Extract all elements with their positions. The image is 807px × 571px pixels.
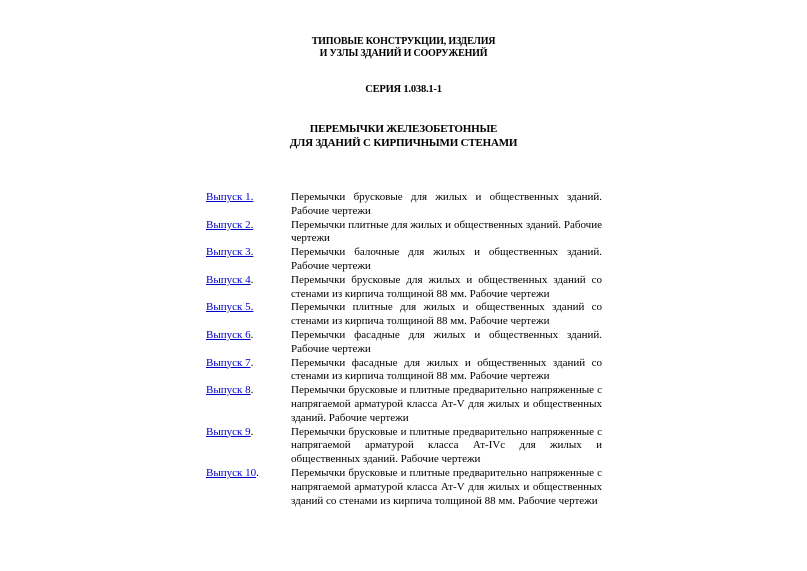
issue-item-10: [206, 467, 602, 508]
organization-heading: [0, 36, 807, 60]
issue-item-6: [206, 329, 602, 357]
issue-9-link-suffix: .: [250, 425, 254, 438]
document-title-line-2: ДЛЯ ЗДАНИЙ С КИРПИЧНЫМИ СТЕНАМИ: [289, 137, 518, 149]
issue-10-link-suffix: .: [256, 466, 259, 479]
issue-7-link[interactable]: Выпуск 7: [206, 356, 251, 369]
issue-8-link[interactable]: Выпуск 8: [206, 384, 251, 397]
issue-7-link-suffix: .: [250, 356, 254, 369]
issue-8-description: Перемычки брусковые и плитные предварительно напряженные с напрягаемой арматурой класса Ат-V для жилых и общественных зданий. Рабочие чертежи: [291, 384, 602, 424]
document-title: [0, 122, 807, 150]
issue-item-4: [206, 274, 602, 302]
issue-item-2: [206, 219, 602, 247]
issue-item-7: [206, 357, 602, 385]
issue-item-9: [206, 426, 602, 467]
issue-10-description: Перемычки брусковые и плитные предварительно напряженные с напрягаемой арматурой класса Ат-V для жилых и общественных зданий со стенами из кирпича толщиной 88 мм. Рабочие чертежи: [291, 466, 602, 507]
issue-4-link-suffix: .: [250, 273, 254, 286]
organization-heading-line-2: И УЗЛЫ ЗДАНИЙ И СООРУЖЕНИЙ: [319, 48, 488, 59]
issue-4-link[interactable]: Выпуск 4: [206, 273, 251, 286]
issue-item-1: [206, 191, 602, 219]
issue-3-link[interactable]: Выпуск 3.: [206, 246, 254, 259]
issue-item-5: [206, 301, 602, 329]
issue-item-8: [206, 384, 602, 425]
document-title-line-1: ПЕРЕМЫЧКИ ЖЕЛЕЗОБЕТОННЫЕ: [309, 123, 498, 135]
issue-2-description: Перемычки плитные для жилых и общественных зданий. Рабочие чертежи: [291, 218, 602, 245]
issues-list: [206, 191, 602, 508]
issue-1-description: Перемычки брусковые для жилых и общественных зданий. Рабочие чертежи: [291, 191, 602, 217]
issue-8-link-suffix: .: [250, 384, 254, 397]
issue-9-link[interactable]: Выпуск 9: [206, 425, 251, 438]
issue-item-3: [206, 246, 602, 274]
issue-6-link-suffix: .: [250, 328, 254, 341]
issue-3-description: Перемычки балочные для жилых и общественных зданий. Рабочие чертежи: [291, 246, 602, 272]
issue-10-link[interactable]: Выпуск 10: [206, 466, 257, 479]
series-heading: СЕРИЯ 1.038.1-1: [365, 84, 442, 95]
organization-heading-line-1: ТИПОВЫЕ КОНСТРУКЦИИ, ИЗДЕЛИЯ: [311, 36, 496, 47]
issue-6-description: Перемычки фасадные для жилых и общественных зданий. Рабочие чертежи: [291, 328, 602, 355]
issue-2-link[interactable]: Выпуск 2.: [206, 218, 254, 231]
issue-5-link[interactable]: Выпуск 5.: [206, 301, 254, 314]
issue-5-description: Перемычки плитные для жилых и общественных зданий со стенами из кирпича толщиной 88 мм. Рабочие чертежи: [291, 301, 602, 328]
issue-9-description: Перемычки брусковые и плитные предварительно напряженные с напрягаемой арматурой класса Ат-IVс для жилых и общественных зданий. Рабочие чертежи: [291, 425, 602, 466]
issue-6-link[interactable]: Выпуск 6: [206, 328, 251, 341]
issue-4-description: Перемычки брусковые для жилых и общественных зданий со стенами из кирпича толщиной 88 мм. Рабочие чертежи: [291, 273, 602, 300]
issue-7-description: Перемычки фасадные для жилых и общественных зданий со стенами из кирпича толщиной 88 мм. Рабочие чертежи: [291, 356, 602, 383]
issue-1-link[interactable]: Выпуск 1.: [206, 191, 254, 203]
